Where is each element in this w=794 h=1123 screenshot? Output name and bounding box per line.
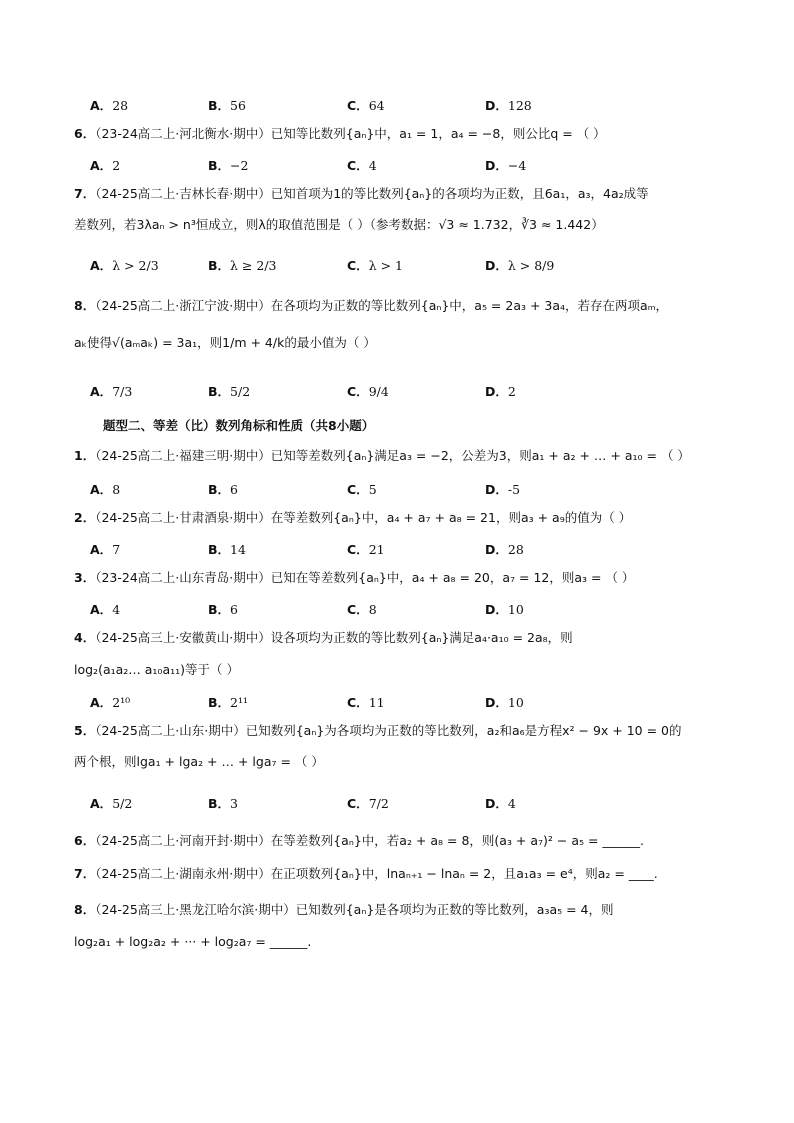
option-a <box>90 540 120 558</box>
option-label: B． <box>208 602 231 617</box>
option-b <box>208 156 248 174</box>
option-d <box>485 382 516 400</box>
option-a <box>90 480 120 498</box>
option-label: C． <box>347 98 369 113</box>
option-label: C． <box>347 258 369 273</box>
option-label: C． <box>347 796 369 811</box>
option-text: 28 <box>507 542 524 557</box>
option-a <box>90 156 120 174</box>
question-continuation: 两个根，则lga₁ + lga₂ + … + lga₇ = （ ） <box>74 754 324 769</box>
question-number: 8． <box>74 298 96 313</box>
question <box>74 510 631 526</box>
option-text: 7/3 <box>112 384 133 399</box>
option-b <box>208 256 277 274</box>
question <box>74 630 573 646</box>
question-stem: 设各项均为正数的等比数列{aₙ}满足a₄·a₁₀ = 2a₈，则 <box>270 630 573 645</box>
option-text: 2 <box>112 158 121 173</box>
question-stem: 已知首项为1的等比数列{aₙ}的各项均为正数，且6a₁，a₃，4a₂成等 <box>270 186 649 201</box>
question <box>74 186 649 202</box>
question-number: 1． <box>74 448 96 463</box>
question-number: 7． <box>74 866 96 881</box>
question <box>74 126 606 142</box>
option-c <box>347 600 377 618</box>
option-text: 5/2 <box>230 384 251 399</box>
option-label: B． <box>208 384 231 399</box>
option-label: D． <box>485 796 508 811</box>
question-stem: 已知数列{aₙ}为各项均为正数的等比数列，a₂和a₆是方程x² − 9x + 10 = 0的 <box>245 723 682 738</box>
option-text: 7/2 <box>368 796 389 811</box>
question <box>74 298 668 314</box>
option-text: 5 <box>368 482 377 497</box>
question-number: 6． <box>74 126 96 141</box>
option-label: B． <box>208 796 231 811</box>
option-text: 5/2 <box>112 796 133 811</box>
option-c <box>347 156 377 174</box>
question-number: 3． <box>74 570 96 585</box>
option-d <box>485 156 526 174</box>
option-text: 8 <box>112 482 121 497</box>
option-label: B． <box>208 258 231 273</box>
option-text: 128 <box>507 98 532 113</box>
option-text: 56 <box>230 98 246 113</box>
option-label: D． <box>485 98 508 113</box>
question-number: 2． <box>74 510 96 525</box>
question <box>74 723 682 739</box>
question-stem: 在等差数列{aₙ}中，若a₂ + a₈ = 8，则(a₃ + a₇)² − a₅ = ______. <box>270 833 644 848</box>
option-label: A． <box>90 482 113 497</box>
option-b <box>208 600 238 618</box>
option-d <box>485 693 524 711</box>
option-d <box>485 794 516 812</box>
option-label: C． <box>347 384 369 399</box>
question-continuation: aₖ使得√(aₘaₖ) = 3a₁，则1/m + 4/k的最小值为（ ） <box>74 335 376 350</box>
option-label: C． <box>347 482 369 497</box>
option-text: −4 <box>507 158 527 173</box>
question-source: （24-25高三上·黑龙江哈尔滨·期中） <box>95 902 296 917</box>
option-label: A． <box>90 98 113 113</box>
question <box>74 902 614 918</box>
question-stem: 已知数列{aₙ}是各项均为正数的等比数列，a₃a₅ = 4，则 <box>295 902 614 917</box>
question-stem: 在正项数列{aₙ}中，lnaₙ₊₁ − lnaₙ = 2，且a₁a₃ = e⁴，则a₂ = ____. <box>270 866 658 881</box>
question <box>74 866 658 882</box>
option-d <box>485 256 554 274</box>
question-continuation: log₂a₁ + log₂a₂ + ··· + log₂a₇ = ______. <box>74 934 312 949</box>
option-label: C． <box>347 158 369 173</box>
option-text: 21 <box>368 542 385 557</box>
question-number: 8． <box>74 902 96 917</box>
option-text: 6 <box>230 602 238 617</box>
option-c <box>347 382 389 400</box>
option-b <box>208 540 246 558</box>
option-text: 3 <box>230 796 238 811</box>
option-text: 2 <box>507 384 516 399</box>
option-c <box>347 693 385 711</box>
question-source: （24-25高二上·浙江宁波·期中） <box>95 298 271 313</box>
question-source: （24-25高二上·吉林长春·期中） <box>95 186 271 201</box>
option-b <box>208 794 238 812</box>
option-a <box>90 600 120 618</box>
question-source: （24-25高二上·福建三明·期中） <box>95 448 271 463</box>
option-label: D． <box>485 482 508 497</box>
option-label: C． <box>347 602 369 617</box>
question-source: （24-25高二上·河南开封·期中） <box>95 833 271 848</box>
option-label: B． <box>208 695 231 710</box>
question-source: （24-25高二上·甘肃酒泉·期中） <box>95 510 271 525</box>
option-label: C． <box>347 695 369 710</box>
option-label: D． <box>485 384 508 399</box>
option-text: 9/4 <box>368 384 389 399</box>
option-d <box>485 96 532 114</box>
option-label: C． <box>347 542 369 557</box>
option-b <box>208 96 246 114</box>
option-text: −2 <box>230 158 249 173</box>
option-text: 14 <box>230 542 246 557</box>
question-source: （24-25高二上·山东·期中） <box>95 723 246 738</box>
question-stem: 已知在等差数列{aₙ}中，a₄ + a₈ = 20，a₇ = 12，则a₃ = （ ） <box>270 570 635 585</box>
option-label: A． <box>90 695 113 710</box>
option-text: λ > 8/9 <box>507 258 555 273</box>
question <box>74 570 634 586</box>
option-label: B． <box>208 482 231 497</box>
option-c <box>347 480 377 498</box>
option-text: λ ≥ 2/3 <box>230 258 277 273</box>
option-a <box>90 96 128 114</box>
option-a <box>90 382 132 400</box>
option-label: D． <box>485 158 508 173</box>
option-b <box>208 693 248 711</box>
option-label: D． <box>485 542 508 557</box>
question-number: 5． <box>74 723 96 738</box>
question-number: 6． <box>74 833 96 848</box>
question-stem: 在各项均为正数的等比数列{aₙ}中，a₅ = 2a₃ + 3a₄，若存在两项aₘ， <box>270 298 668 313</box>
question-number: 7． <box>74 186 96 201</box>
option-c <box>347 96 385 114</box>
option-text: 2¹¹ <box>230 695 249 710</box>
option-d <box>485 480 520 498</box>
question-continuation: 差数列，若3λaₙ > n³恒成立，则λ的取值范围是（ ）（参考数据：√3 ≈ 1.732，∛3 ≈ 1.442） <box>74 217 604 232</box>
question-number: 4． <box>74 630 96 645</box>
option-b <box>208 480 238 498</box>
option-b <box>208 382 250 400</box>
option-c <box>347 256 403 274</box>
question-continuation: log₂(a₁a₂… a₁₀a₁₁)等于（ ） <box>74 662 239 677</box>
option-a <box>90 693 130 711</box>
option-text: 4 <box>112 602 121 617</box>
option-c <box>347 540 385 558</box>
option-text: 4 <box>368 158 377 173</box>
option-text: 64 <box>368 98 385 113</box>
option-label: A． <box>90 542 113 557</box>
option-label: D． <box>485 602 508 617</box>
option-text: 7 <box>112 542 121 557</box>
option-text: 28 <box>112 98 129 113</box>
option-text: λ > 1 <box>368 258 403 273</box>
question-source: （24-25高三上·安徽黄山·期中） <box>95 630 271 645</box>
option-text: 4 <box>507 796 516 811</box>
option-text: 11 <box>368 695 385 710</box>
option-label: B． <box>208 542 231 557</box>
option-label: A． <box>90 384 113 399</box>
question-stem: 已知等比数列{aₙ}中，a₁ = 1，a₄ = −8，则公比q = （ ） <box>270 126 606 141</box>
option-text: 8 <box>368 602 377 617</box>
option-text: 2¹⁰ <box>112 695 131 710</box>
option-label: B． <box>208 158 231 173</box>
question-source: （23-24高二上·河北衡水·期中） <box>95 126 271 141</box>
option-a <box>90 256 159 274</box>
option-text: 10 <box>507 602 524 617</box>
option-d <box>485 600 524 618</box>
option-label: D． <box>485 695 508 710</box>
option-label: A． <box>90 158 113 173</box>
option-label: B． <box>208 98 231 113</box>
option-text: 6 <box>230 482 238 497</box>
question <box>74 448 690 464</box>
option-label: A． <box>90 796 113 811</box>
option-text: 10 <box>507 695 524 710</box>
option-a <box>90 794 132 812</box>
question-source: （23-24高二上·山东青岛·期中） <box>95 570 271 585</box>
option-label: A． <box>90 602 113 617</box>
question-source: （24-25高二上·湖南永州·期中） <box>95 866 271 881</box>
section-heading: 题型二、等差（比）数列角标和性质（共8小题） <box>103 418 375 433</box>
option-text: λ > 2/3 <box>112 258 159 273</box>
option-d <box>485 540 524 558</box>
option-c <box>347 794 389 812</box>
option-label: D． <box>485 258 508 273</box>
question-stem: 已知等差数列{aₙ}满足a₃ = −2，公差为3，则a₁ + a₂ + … + a₁₀ = （ ） <box>270 448 690 463</box>
question-stem: 在等差数列{aₙ}中，a₄ + a₇ + a₈ = 21，则a₃ + a₉的值为（ ） <box>270 510 632 525</box>
option-label: A． <box>90 258 113 273</box>
option-text: -5 <box>507 482 521 497</box>
question <box>74 833 644 849</box>
